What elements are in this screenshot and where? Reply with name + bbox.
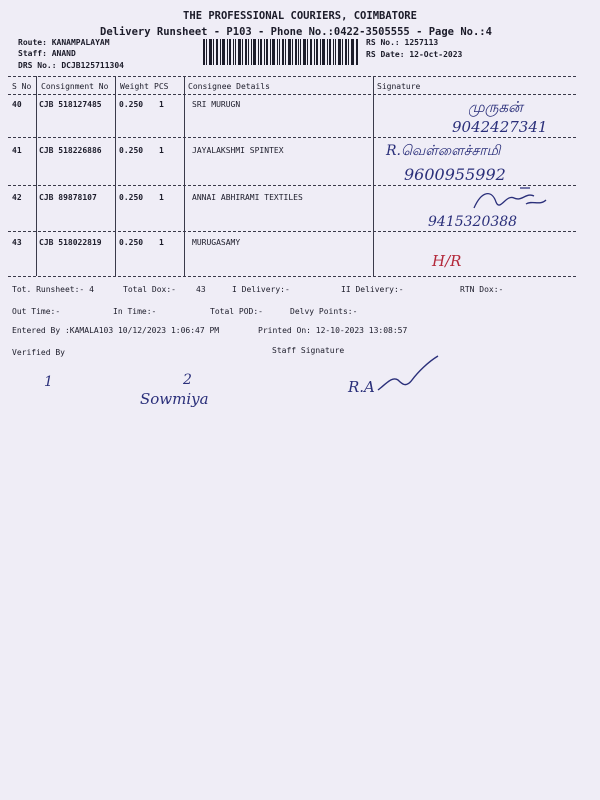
staff-signature-stroke [372, 350, 442, 400]
col-divider [184, 76, 185, 276]
rs-number: RS No.: 1257113 [366, 38, 439, 47]
entered-by: Entered By :KAMALA103 10/12/2023 1:06:47 PM [12, 326, 220, 335]
row-consignee: JAYALAKSHMI SPINTEX [192, 146, 284, 155]
rtn-dox: RTN Dox:- [460, 285, 504, 294]
row-consignment: CJB 518127485 [39, 100, 102, 109]
verifier-signature: Sowmiya [140, 390, 209, 408]
hand-mark-1: 1 [44, 374, 53, 390]
rs-date: RS Date: 12-Oct-2023 [366, 50, 463, 59]
row-rule [8, 231, 576, 232]
staff-signature-label: Staff Signature [272, 346, 345, 355]
row-pcs: 1 [159, 100, 164, 109]
row-sno: 43 [12, 238, 22, 247]
row-consignee: MURUGASAMY [192, 238, 241, 247]
header-bottom-rule [8, 94, 576, 95]
row-consignment: CJB 518226886 [39, 146, 102, 155]
row-pcs: 1 [159, 146, 164, 155]
drs-number: DRS No.: DCJB125711304 [18, 61, 124, 70]
row-pcs: 1 [159, 238, 164, 247]
row-weight: 0.250 [119, 100, 144, 109]
table-bottom-rule [8, 276, 576, 277]
delvy-points: Delvy Points:- [290, 307, 358, 316]
row-signature-scribble [470, 186, 550, 216]
route: Route: KANAMPALAYAM [18, 38, 110, 47]
total-pod: Total POD:- [210, 307, 263, 316]
row-weight: 0.250 [119, 193, 144, 202]
barcode [203, 39, 359, 65]
row-sno: 40 [12, 100, 22, 109]
i-delivery: I Delivery:- [232, 285, 290, 294]
row-signature-hr: H/R [432, 252, 462, 270]
row-weight: 0.250 [119, 146, 144, 155]
row-consignment: CJB 518022819 [39, 238, 102, 247]
row-sno: 42 [12, 193, 22, 202]
row-signature-phone: 9415320388 [428, 214, 518, 230]
row-signature: முருகன் [468, 98, 523, 116]
in-time: In Time:- [113, 307, 157, 316]
col-signature: Signature [377, 82, 421, 91]
row-pcs: 1 [159, 193, 164, 202]
row-consignee: ANNAI ABHIRAMI TEXTILES [192, 193, 303, 202]
ii-delivery: II Delivery:- [341, 285, 404, 294]
tot-runsheet: Tot. Runsheet:- 4 [12, 285, 94, 294]
total-dox-label: Total Dox:- [123, 285, 176, 294]
row-sno: 41 [12, 146, 22, 155]
total-dox-value: 43 [196, 285, 206, 294]
runsheet-subtitle: Delivery Runsheet - P103 - Phone No.:0422-3505555 - Page No.:4 [100, 26, 492, 38]
out-time: Out Time:- [12, 307, 61, 316]
company-title: THE PROFESSIONAL COURIERS, COIMBATORE [183, 10, 417, 22]
printed-on: Printed On: 12-10-2023 13:08:57 [258, 326, 408, 335]
row-consignment: CJB 89878107 [39, 193, 97, 202]
col-divider [373, 76, 374, 276]
staff: Staff: ANAND [18, 49, 76, 58]
hand-mark-2: 2 [183, 372, 192, 388]
col-sno: S No [12, 82, 32, 91]
row-consignee: SRI MURUGN [192, 100, 241, 109]
col-divider [36, 76, 37, 276]
col-pcs: PCS [154, 82, 169, 91]
col-consignee: Consignee Details [188, 82, 270, 91]
row-rule [8, 137, 576, 138]
row-signature-phone: 9042427341 [452, 118, 548, 136]
staff-signature: R.A [348, 378, 375, 396]
row-signature-phone: 9600955992 [404, 165, 506, 184]
row-weight: 0.250 [119, 238, 144, 247]
verified-by: Verified By [12, 348, 65, 357]
col-divider [115, 76, 116, 276]
col-consignment: Consignment No [41, 82, 109, 91]
row-signature: R.வெள்ளைச்சாமி [386, 143, 501, 159]
table-top-rule [8, 76, 576, 77]
col-weight: Weight [120, 82, 149, 91]
